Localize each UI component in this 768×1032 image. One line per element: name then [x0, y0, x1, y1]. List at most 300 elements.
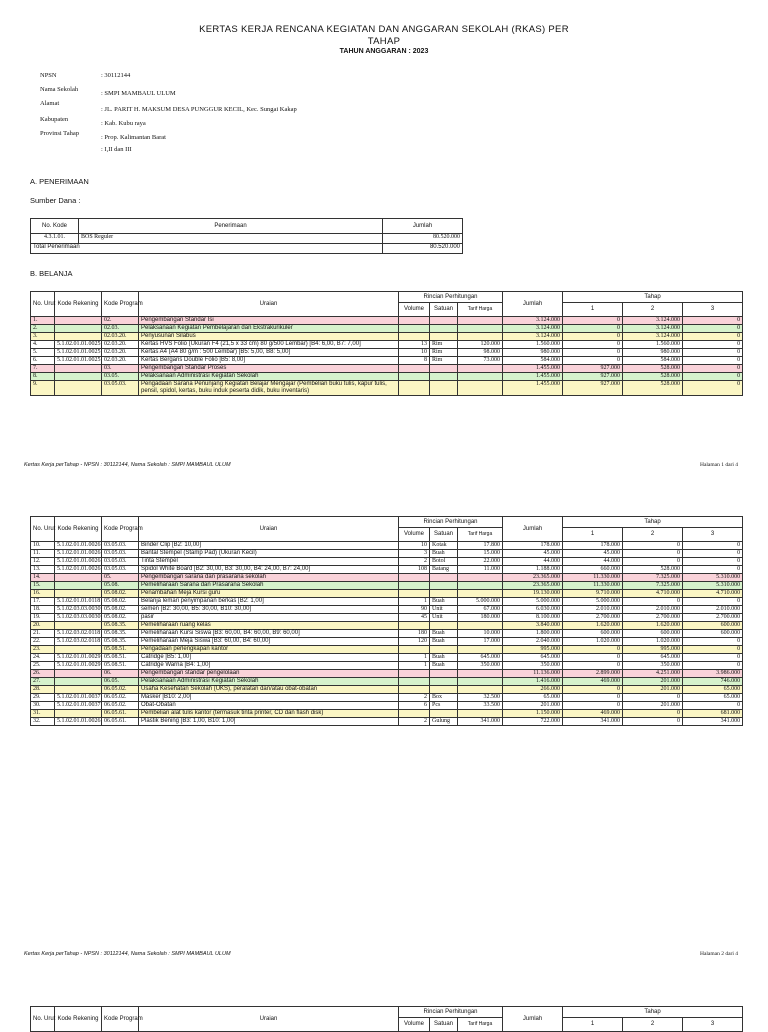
tahap-1-cell: 660.000 [563, 566, 623, 574]
header-kode-rekening: Kode Rekening [55, 517, 102, 542]
satuan-cell: Rim [430, 341, 458, 349]
jumlah-cell: 645.000 [503, 654, 563, 662]
kode-program-cell: 05.08.02. [102, 614, 139, 622]
jumlah-cell: 1.455.000 [503, 373, 563, 381]
volume-cell [399, 670, 430, 678]
jumlah-cell: 19.130.000 [503, 590, 563, 598]
tahap-3-cell: 0 [683, 357, 743, 365]
kode-rekening-cell: 5.1.02.03.03.0030 [55, 606, 102, 614]
sumber-dana-label: Sumber Dana : [30, 196, 81, 205]
no-cell: 32. [31, 718, 55, 726]
tahap-3-cell: 5.310.000 [683, 574, 743, 582]
kode-rekening-cell [55, 373, 102, 381]
volume-cell: 108 [399, 566, 430, 574]
tahap-1-cell: 178.000 [563, 542, 623, 550]
table-row [31, 622, 743, 630]
table-row [31, 333, 743, 341]
jumlah-cell: 23.365.000 [503, 574, 563, 582]
tahap-1-cell: 45.000 [563, 550, 623, 558]
header-tahap-3: 3 [683, 528, 743, 542]
kode-rekening-cell: 5.1.02.01.01.0029 [55, 662, 102, 670]
tarif-cell: 67.000 [458, 606, 503, 614]
kode-rekening-cell: 5.1.02.01.01.0026 [55, 550, 102, 558]
kode-program-cell: 06.05. [102, 678, 139, 686]
uraian-cell: Kertas A4 (A4 80 g/m : 500 Lembar) [B5: 5,00, B8: 5,00] [139, 349, 399, 357]
table-row [31, 630, 743, 638]
table-row [31, 678, 743, 686]
tahap-1-cell: 1.620.000 [563, 622, 623, 630]
kode-cell: 4.3.1.01. [31, 234, 79, 244]
tahap-3-cell: 0 [683, 317, 743, 325]
uraian-cell: Obat-Obatan [139, 702, 399, 710]
tahap-3-cell: 65.000 [683, 686, 743, 694]
no-cell: 6. [31, 357, 55, 365]
kode-program-cell: 03.05.03. [102, 558, 139, 566]
tahap-2-cell: 2.700.000 [623, 614, 683, 622]
tahap-2-cell: 645.000 [623, 654, 683, 662]
header-rincian: Rincian Perhitungan [399, 292, 503, 303]
table-row [31, 582, 743, 590]
table-row [31, 550, 743, 558]
kode-program-cell: 02.03.20. [102, 333, 139, 341]
tahap-1-cell: 0 [563, 686, 623, 694]
tahap-3-cell: 0 [683, 341, 743, 349]
tahap-1-cell: 5.000.000 [563, 598, 623, 606]
tahap-2-cell: 201.000 [623, 702, 683, 710]
tahap-1-cell: 2.010.000 [563, 606, 623, 614]
total-label: Total Penerimaan [31, 244, 383, 254]
kode-rekening-cell [55, 317, 102, 325]
satuan-cell [430, 317, 458, 325]
kode-program-cell: 05.08.51. [102, 662, 139, 670]
header-satuan: Satuan [430, 1018, 458, 1032]
kode-rekening-cell [55, 365, 102, 373]
header-uraian: Uraian [139, 292, 399, 317]
jumlah-cell: 266.000 [503, 686, 563, 694]
no-cell: 4. [31, 341, 55, 349]
kode-rekening-cell: 5.1.02.01.01.0025 [55, 357, 102, 365]
no-cell: 26. [31, 670, 55, 678]
tarif-cell [458, 325, 503, 333]
kode-rekening-cell [55, 670, 102, 678]
ident-value: : JL. PARIT H. MAKSUM DESA PUNGGUR KECIL, Kec. Sungai Kakap [101, 106, 297, 113]
tahap-1-cell: 0 [563, 357, 623, 365]
kode-program-cell: 06.05.61. [102, 718, 139, 726]
volume-cell: 8 [399, 357, 430, 365]
tarif-cell: 73.000 [458, 357, 503, 365]
satuan-cell: Buah [430, 654, 458, 662]
tahap-2-cell: 0 [623, 710, 683, 718]
tarif-cell: 180.000 [458, 614, 503, 622]
tarif-cell: 341.000 [458, 718, 503, 726]
satuan-cell: Kotak [430, 542, 458, 550]
table-row [31, 325, 743, 333]
tahap-3-cell: 2.700.000 [683, 614, 743, 622]
tahap-2-cell: 528.000 [623, 373, 683, 381]
page-number-2: Halaman 2 dari 4 [699, 951, 738, 957]
tahap-1-cell: 1.020.000 [563, 638, 623, 646]
tarif-cell: 10.000 [458, 630, 503, 638]
uraian-cell: Spidol White Board [B2: 30,00, B3: 30,00, B4: 24,00, B7: 24,00] [139, 566, 399, 574]
tahap-3-cell: 0 [683, 558, 743, 566]
header-satuan: Satuan [430, 303, 458, 317]
jumlah-cell: 45.000 [503, 550, 563, 558]
tahap-3-cell: 0 [683, 646, 743, 654]
tahap-2-cell: 0 [623, 694, 683, 702]
volume-cell [399, 381, 430, 396]
header-tahap: Tahap [563, 292, 743, 303]
volume-cell: 2 [399, 558, 430, 566]
header-no-urut: No. Urut [31, 517, 55, 542]
volume-cell: 120 [399, 638, 430, 646]
tahap-2-cell: 0 [623, 598, 683, 606]
header-rincian: Rincian Perhitungan [399, 517, 503, 528]
tahap-1-cell: 0 [563, 349, 623, 357]
table-row [31, 590, 743, 598]
kode-rekening-cell [55, 582, 102, 590]
tarif-cell: 33.500 [458, 702, 503, 710]
tahap-1-cell: 44.000 [563, 558, 623, 566]
satuan-cell: Buah [430, 630, 458, 638]
jumlah-cell: 1.416.000 [503, 678, 563, 686]
tahap-2-cell: 1.020.000 [623, 638, 683, 646]
no-cell: 3. [31, 333, 55, 341]
uraian-cell: pasir [139, 614, 399, 622]
tahap-1-cell: 9.710.000 [563, 590, 623, 598]
kode-program-cell: 02. [102, 317, 139, 325]
kode-rekening-cell [55, 646, 102, 654]
uraian-cell: Pengadaan Sarana Penunjang Kegiatan Belajar Mengajar (Pembelian buku tulis, kapur tulis, pensil, spidol, kertas, buku induk peserta didik, buku inventaris) [139, 381, 399, 396]
kode-program-cell: 05.08.51. [102, 654, 139, 662]
header-penerimaan: Penerimaan [79, 219, 383, 234]
no-cell: 11. [31, 550, 55, 558]
tahap-3-cell: 0 [683, 638, 743, 646]
tahap-3-cell: 0 [683, 566, 743, 574]
uraian-cell: Belanja lemari penyimpanan berkas [B2: 1,00] [139, 598, 399, 606]
tahap-3-cell: 600.000 [683, 622, 743, 630]
table-row [31, 686, 743, 694]
no-cell: 31. [31, 710, 55, 718]
kode-program-cell: 05.08.51. [102, 646, 139, 654]
header-jumlah: Jumlah [503, 292, 563, 317]
document-title [0, 24, 768, 48]
title-line-2: TAHAP [367, 36, 401, 47]
header-uraian: Uraian [139, 1007, 399, 1032]
header-volume: Volume [399, 303, 430, 317]
kode-rekening-cell: 5.1.02.01.01.0026 [55, 718, 102, 726]
table-row [31, 341, 743, 349]
header-kode-rekening: Kode Rekening [55, 1007, 102, 1032]
tahap-3-cell: 0 [683, 381, 743, 396]
kode-program-cell: 06.05.02. [102, 694, 139, 702]
jumlah-cell: 3.124.000 [503, 333, 563, 341]
tahap-2-cell: 7.325.000 [623, 574, 683, 582]
kode-rekening-cell: 5.1.02.03.02.0118 [55, 630, 102, 638]
satuan-cell [430, 686, 458, 694]
satuan-cell: Unit [430, 606, 458, 614]
ident-value: : I,II dan III [101, 146, 132, 153]
volume-cell: 2 [399, 718, 430, 726]
uraian-cell: Masker [B10: 2,00] [139, 694, 399, 702]
ident-value: : Kab. Kubu raya [101, 120, 146, 127]
no-cell: 15. [31, 582, 55, 590]
satuan-cell [430, 590, 458, 598]
header-kode-program: Kode Program [102, 517, 139, 542]
no-cell: 10. [31, 542, 55, 550]
table-row [31, 365, 743, 373]
kode-program-cell: 03. [102, 365, 139, 373]
tahap-1-cell: 927.000 [563, 373, 623, 381]
kode-program-cell: 03.05. [102, 373, 139, 381]
kode-program-cell: 05.08. [102, 582, 139, 590]
satuan-cell: Buah [430, 550, 458, 558]
belanja-table-page-3 [30, 1006, 743, 1032]
header-tahap-3: 3 [683, 303, 743, 317]
table-row [31, 670, 743, 678]
tahap-3-cell: 0 [683, 373, 743, 381]
table-row [31, 710, 743, 718]
belanja-table-page-2 [30, 516, 743, 726]
kode-rekening-cell [55, 678, 102, 686]
jumlah-cell: 2.040.000 [503, 638, 563, 646]
ident-label: Provinsi Tahap [40, 130, 79, 137]
uraian-cell: Kertas HVS Folio (Ukuran F4 (21,5 x 33 cm) 80 g/500 Lembar) [B4: 6,00, B7: 7,00] [139, 341, 399, 349]
tahap-2-cell: 3.124.000 [623, 333, 683, 341]
kode-rekening-cell: 5.1.02.01.01.0029 [55, 654, 102, 662]
ident-value: : SMPI MAMBAUL ULUM [101, 90, 176, 97]
section-b-heading: B. BELANJA [30, 269, 73, 278]
header-volume: Volume [399, 1018, 430, 1032]
total-row [31, 244, 463, 254]
tahap-2-cell: 1.620.000 [623, 622, 683, 630]
tahap-3-cell: 341.000 [683, 718, 743, 726]
kode-rekening-cell: 5.1.02.01.01.0026 [55, 566, 102, 574]
tahap-1-cell: 0 [563, 317, 623, 325]
table-row [31, 234, 463, 244]
volume-cell [399, 317, 430, 325]
jumlah-cell: 980.000 [503, 349, 563, 357]
kode-program-cell: 05.08.02. [102, 606, 139, 614]
jumlah-cell: 1.455.000 [503, 365, 563, 373]
tahap-2-cell: 7.325.000 [623, 582, 683, 590]
volume-cell [399, 373, 430, 381]
tarif-cell: 32.500 [458, 694, 503, 702]
header-tahap-3: 3 [683, 1018, 743, 1032]
satuan-cell: Buah [430, 638, 458, 646]
satuan-cell [430, 333, 458, 341]
tahap-1-cell: 600.000 [563, 630, 623, 638]
jumlah-cell: 1.800.000 [503, 630, 563, 638]
uraian-cell: Tinta Stempel [139, 558, 399, 566]
header-jumlah: Jumlah [383, 219, 463, 234]
no-cell: 30. [31, 702, 55, 710]
budget-year: TAHUN ANGGARAN : 2023 [339, 48, 429, 55]
tahap-3-cell: 3.986.000 [683, 670, 743, 678]
no-cell: 22. [31, 638, 55, 646]
kode-rekening-cell: 5.1.02.01.01.0037 [55, 694, 102, 702]
header-tarif: Tarif Harga [458, 528, 503, 542]
no-cell: 16. [31, 590, 55, 598]
volume-cell: 6 [399, 702, 430, 710]
tahap-1-cell: 11.330.000 [563, 574, 623, 582]
tahap-2-cell: 1.560.000 [623, 341, 683, 349]
jumlah-cell: 6.030.000 [503, 606, 563, 614]
volume-cell: 1 [399, 662, 430, 670]
tahap-1-cell: 2.700.000 [563, 614, 623, 622]
no-cell: 27. [31, 678, 55, 686]
tahap-2-cell: 201.000 [623, 686, 683, 694]
volume-cell: 1 [399, 598, 430, 606]
penerimaan-table [30, 218, 463, 254]
tahap-2-cell: 528.000 [623, 566, 683, 574]
table-row [31, 574, 743, 582]
volume-cell: 3 [399, 550, 430, 558]
volume-cell: 90 [399, 606, 430, 614]
tarif-cell [458, 710, 503, 718]
table-row [31, 702, 743, 710]
jumlah-cell: 65.000 [503, 694, 563, 702]
kode-program-cell: 03.05.03. [102, 566, 139, 574]
tahap-3-cell: 0 [683, 365, 743, 373]
header-jumlah: Jumlah [503, 1007, 563, 1032]
kode-rekening-cell: 5.1.02.03.02.0118 [55, 638, 102, 646]
tahap-2-cell: 528.000 [623, 381, 683, 396]
table-row [31, 718, 743, 726]
satuan-cell [430, 365, 458, 373]
volume-cell [399, 590, 430, 598]
uraian-cell: Pengembangan sarana dan prasarana sekolah [139, 574, 399, 582]
table-row [31, 373, 743, 381]
tarif-cell: 98.000 [458, 349, 503, 357]
satuan-cell [430, 622, 458, 630]
satuan-cell: Gulung [430, 718, 458, 726]
tahap-1-cell: 469.000 [563, 678, 623, 686]
tahap-1-cell: 927.000 [563, 365, 623, 373]
tahap-2-cell: 995.000 [623, 646, 683, 654]
tahap-2-cell: 4.710.000 [623, 590, 683, 598]
belanja-table-page-1 [30, 291, 743, 396]
header-kode: No. Kode [31, 219, 79, 234]
kode-program-cell: 02.03.20. [102, 341, 139, 349]
jumlah-cell: 11.136.000 [503, 670, 563, 678]
satuan-cell: Box [430, 694, 458, 702]
tahap-1-cell: 0 [563, 325, 623, 333]
tahap-2-cell: 4.251.000 [623, 670, 683, 678]
tarif-cell: 5.000.000 [458, 598, 503, 606]
tahap-3-cell: 0 [683, 333, 743, 341]
header-volume: Volume [399, 528, 430, 542]
tahap-3-cell: 0 [683, 349, 743, 357]
tahap-1-cell: 2.899.000 [563, 670, 623, 678]
tahap-1-cell: 927.000 [563, 381, 623, 396]
header-satuan: Satuan [430, 528, 458, 542]
tahap-3-cell: 5.310.000 [683, 582, 743, 590]
jumlah-cell: 1.150.000 [503, 710, 563, 718]
kode-rekening-cell: 5.1.02.01.01.0026 [55, 558, 102, 566]
tahap-1-cell: 0 [563, 646, 623, 654]
kode-program-cell: 02.03.20. [102, 357, 139, 365]
tahap-1-cell: 0 [563, 694, 623, 702]
jumlah-cell: 178.000 [503, 542, 563, 550]
satuan-cell: Rim [430, 349, 458, 357]
tahap-1-cell: 0 [563, 341, 623, 349]
header-tarif: Tarif Harga [458, 1018, 503, 1032]
uraian-cell: Catridge Warna [B4: 1,00] [139, 662, 399, 670]
jumlah-cell: 1.560.000 [503, 341, 563, 349]
jumlah-cell: 80.520.000 [383, 234, 463, 244]
tarif-cell: 15.000 [458, 550, 503, 558]
kode-rekening-cell [55, 381, 102, 396]
uraian-cell: Pengembangan Standar Isi [139, 317, 399, 325]
volume-cell: 45 [399, 614, 430, 622]
tarif-cell [458, 333, 503, 341]
kode-program-cell: 06.05.61. [102, 710, 139, 718]
tahap-1-cell: 0 [563, 654, 623, 662]
satuan-cell [430, 670, 458, 678]
tahap-2-cell: 0 [623, 558, 683, 566]
page-number-1: Halaman 1 dari 4 [699, 462, 738, 468]
volume-cell [399, 325, 430, 333]
tarif-cell: 17.000 [458, 638, 503, 646]
tahap-3-cell: 65.000 [683, 694, 743, 702]
uraian-cell: Pelaksanaan Kegiatan Pembelajaran dan Ekstrakurikuler [139, 325, 399, 333]
tarif-cell [458, 622, 503, 630]
jumlah-cell: 3.124.000 [503, 325, 563, 333]
tarif-cell: 645.000 [458, 654, 503, 662]
uraian-cell: semen [B2: 30,00, B5: 30,00, B10: 30,00] [139, 606, 399, 614]
tarif-cell [458, 381, 503, 396]
kode-rekening-cell [55, 590, 102, 598]
table-row [31, 381, 743, 396]
kode-rekening-cell [55, 325, 102, 333]
table-row [31, 662, 743, 670]
tarif-cell [458, 678, 503, 686]
tahap-2-cell: 528.000 [623, 365, 683, 373]
jumlah-cell: 8.100.000 [503, 614, 563, 622]
jumlah-cell: 1.188.000 [503, 566, 563, 574]
table-row [31, 646, 743, 654]
volume-cell [399, 646, 430, 654]
tahap-3-cell: 0 [683, 702, 743, 710]
tahap-1-cell: 0 [563, 662, 623, 670]
volume-cell [399, 622, 430, 630]
satuan-cell [430, 325, 458, 333]
kode-rekening-cell [55, 574, 102, 582]
tahap-2-cell: 0 [623, 718, 683, 726]
header-uraian: Uraian [139, 517, 399, 542]
kode-rekening-cell: 5.1.02.01.01.0025 [55, 341, 102, 349]
header-tahap-2: 2 [623, 1018, 683, 1032]
no-cell: 9. [31, 381, 55, 396]
ident-value: : Prop. Kalimantan Barat [101, 134, 166, 141]
uraian-cell: BOS Reguler [79, 234, 383, 244]
tahap-3-cell: 0 [683, 542, 743, 550]
volume-cell: 2 [399, 694, 430, 702]
header-tahap: Tahap [563, 517, 743, 528]
footer-page-1: Kertas Kerja perTahap - NPSN : 30112144, Nama Sekolah : SMPI MAMBAUL ULUM [24, 462, 231, 468]
uraian-cell: Bantal Stempel (Stamp Pad) (Ukuran Kecil) [139, 550, 399, 558]
kode-program-cell: 02.03. [102, 325, 139, 333]
tahap-1-cell: 0 [563, 702, 623, 710]
tahap-2-cell: 0 [623, 542, 683, 550]
table-row [31, 654, 743, 662]
no-cell: 24. [31, 654, 55, 662]
uraian-cell: Catridge [B5: 1,00] [139, 654, 399, 662]
jumlah-cell: 722.000 [503, 718, 563, 726]
header-jumlah: Jumlah [503, 517, 563, 542]
jumlah-cell: 5.000.000 [503, 598, 563, 606]
no-cell: 14. [31, 574, 55, 582]
